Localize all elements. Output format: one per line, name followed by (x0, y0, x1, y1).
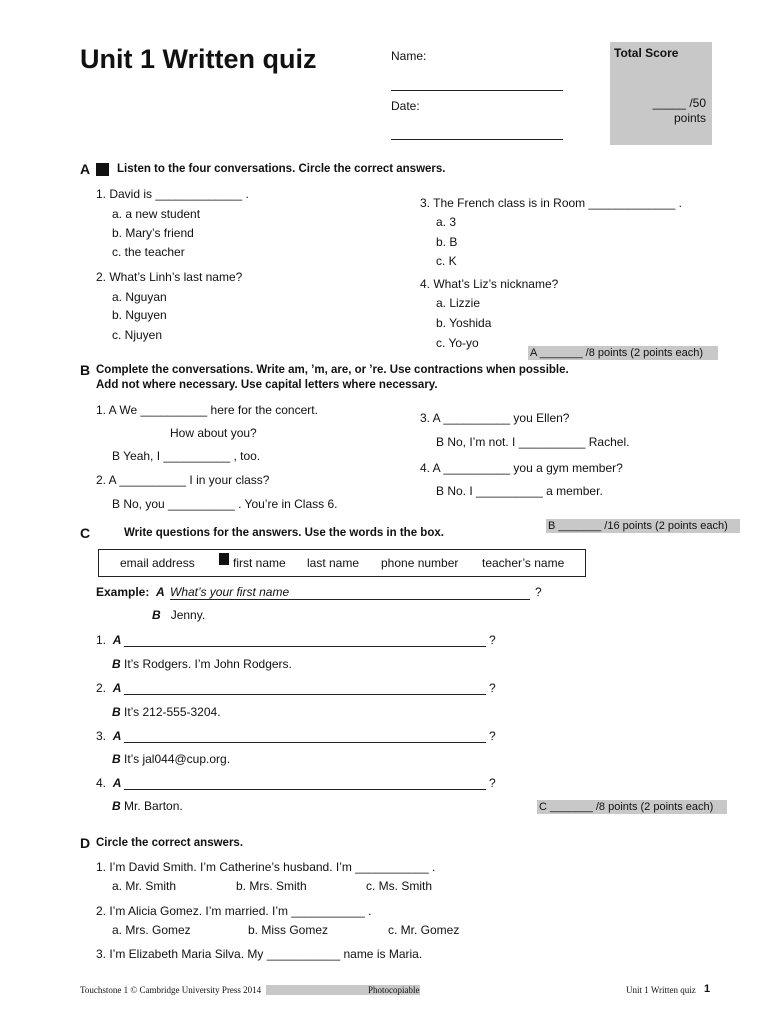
c-q3-num: 3. A (96, 729, 122, 743)
c-q3-qmark: ? (489, 729, 496, 743)
d-q2-opt-b: b. Miss Gomez (248, 923, 329, 937)
c-q1-qmark: ? (489, 633, 496, 647)
d-q1-opt-c: c. Ms. Smith (366, 879, 433, 893)
d-q2-opt-c: c. Mr. Gomez (388, 923, 460, 937)
total-score-box (610, 42, 712, 145)
section-a-instruction: Listen to the four conversations. Circle the correct answers. (117, 163, 446, 175)
b-q1-b: B Yeah, I __________ , too. (112, 449, 261, 463)
d-q1-opt-b: b. Mrs. Smith (236, 879, 307, 893)
word-teachers-name: teacher’s name (482, 556, 565, 570)
check-mark-icon (219, 553, 229, 565)
section-c-score: C _______ /8 points (2 points each) (537, 800, 727, 814)
section-a-letter: A (80, 161, 91, 177)
d-q3: 3. I’m Elizabeth Maria Silva. My ___________ name is Maria. (96, 947, 423, 961)
b-q1-a: 1. A We __________ here for the concert. (96, 403, 318, 417)
b-q4-b: B No. I __________ a member. (436, 484, 603, 498)
section-d-instruction: Circle the correct answers. (96, 837, 244, 849)
c-q2-num: 2. A (96, 681, 122, 695)
c-q4-b: B Mr. Barton. (112, 799, 183, 813)
word-email-address: email address (120, 556, 195, 570)
c-q2-qmark: ? (489, 681, 496, 695)
a-q4-opt-b: b. Yoshida (436, 316, 492, 330)
c-q4-num: 4. A (96, 776, 122, 790)
total-score-unit: points (673, 111, 706, 125)
section-c-letter: C (80, 525, 91, 541)
date-label: Date: (391, 99, 420, 113)
page-title: Unit 1 Written quiz (80, 44, 317, 74)
total-score-points: _____ /50 (652, 96, 706, 110)
a-q2-opt-c: c. Njuyen (112, 328, 163, 342)
d-q1-opt-a: a. Mr. Smith (112, 879, 177, 893)
name-label: Name: (391, 49, 427, 63)
section-b-score: B _______ /16 points (2 points each) (546, 519, 740, 533)
c-q1-num: 1. A (96, 633, 122, 647)
section-a-score: A _______ /8 points (2 points each) (528, 346, 718, 360)
c-q3-answer: It’s jal044@cup.org. (124, 752, 231, 766)
word-box (98, 549, 586, 577)
c-q2-answer: It’s 212-555-3204. (124, 705, 221, 719)
a-q4: 4. What’s Liz’s nickname? (420, 277, 559, 291)
word-last-name: last name (307, 556, 360, 570)
d-q2: 2. I’m Alicia Gomez. I’m married. I’m ___________ . (96, 904, 372, 918)
a-q3: 3. The French class is in Room _____________ . (420, 196, 682, 210)
example-answer-a (170, 585, 530, 600)
a-q4-opt-a: a. Lizzie (436, 296, 481, 310)
c-q3-b: B It’s jal044@cup.org. (112, 752, 231, 766)
total-score-value (653, 96, 706, 126)
a-q3-opt-a: a. 3 (436, 215, 457, 229)
b-q1-a-2: How about you? (170, 426, 257, 440)
a-q2-opt-a: a. Nguyan (112, 290, 167, 304)
a-q3-opt-b: b. B (436, 235, 458, 249)
example-a-text: What’s your first name (170, 585, 290, 599)
footer-unit-title: Unit 1 Written quiz (626, 985, 696, 995)
b-q2-b: B No, you __________ . You’re in Class 6. (112, 497, 338, 511)
c-q3-line (124, 742, 486, 743)
c-q1-b: B It’s Rodgers. I’m John Rodgers. (112, 657, 292, 671)
a-q4-opt-c: c. Yo-yo (436, 336, 479, 350)
a-q1: 1. David is _____________ . (96, 187, 249, 201)
b-q3-a: 3. A __________ you Ellen? (420, 411, 570, 425)
word-phone-number: phone number (381, 556, 459, 570)
example-b-text: Jenny. (170, 608, 206, 622)
b-q2-a: 2. A __________ I in your class? (96, 473, 270, 487)
b-q4-a: 4. A __________ you a gym member? (420, 461, 623, 475)
section-b-instruction-2: Add not where necessary. Use capital letters where necessary. (96, 379, 438, 391)
audio-icon (96, 163, 109, 176)
b-q3-b: B No, I’m not. I __________ Rachel. (436, 435, 630, 449)
example-label: Example: A (96, 585, 165, 599)
footer-photocopiable: Photocopiable (368, 985, 420, 995)
a-q3-opt-c: c. K (436, 254, 457, 268)
d-q1: 1. I’m David Smith. I’m Catherine’s husband. I’m ___________ . (96, 860, 436, 874)
name-line (391, 90, 563, 91)
d-q2-opt-a: a. Mrs. Gomez (112, 923, 191, 937)
example-label-text: Example: (96, 585, 150, 599)
section-c-instruction: Write questions for the answers. Use the words in the box. (124, 527, 444, 539)
page-number: 1 (704, 983, 711, 995)
section-b-letter: B (80, 362, 91, 378)
total-score-title: Total Score (614, 46, 679, 60)
section-b-instruction-1: Complete the conversations. Write am, ’m, are, or ’re. Use contractions when possible. (96, 364, 569, 376)
c-q4-line (124, 789, 486, 790)
c-q1-answer: It’s Rodgers. I’m John Rodgers. (124, 657, 292, 671)
example-answer-b: B Jenny. (152, 608, 206, 622)
c-q2-b: B It’s 212-555-3204. (112, 705, 221, 719)
section-d-letter: D (80, 835, 91, 851)
date-line (391, 139, 563, 140)
c-q4-answer: Mr. Barton. (124, 799, 183, 813)
c-q1-line (124, 646, 486, 647)
a-q2: 2. What’s Linh’s last name? (96, 270, 243, 284)
a-q2-opt-b: b. Nguyen (112, 308, 167, 322)
example-qmark: ? (535, 585, 542, 599)
a-q1-opt-a: a. a new student (112, 207, 201, 221)
word-first-name: first name (233, 556, 286, 570)
a-q1-opt-b: b. Mary’s friend (112, 226, 194, 240)
c-q2-line (124, 694, 486, 695)
c-q4-qmark: ? (489, 776, 496, 790)
a-q1-opt-c: c. the teacher (112, 245, 185, 259)
footer-copyright: Touchstone 1 © Cambridge University Press 2014 (80, 985, 262, 995)
